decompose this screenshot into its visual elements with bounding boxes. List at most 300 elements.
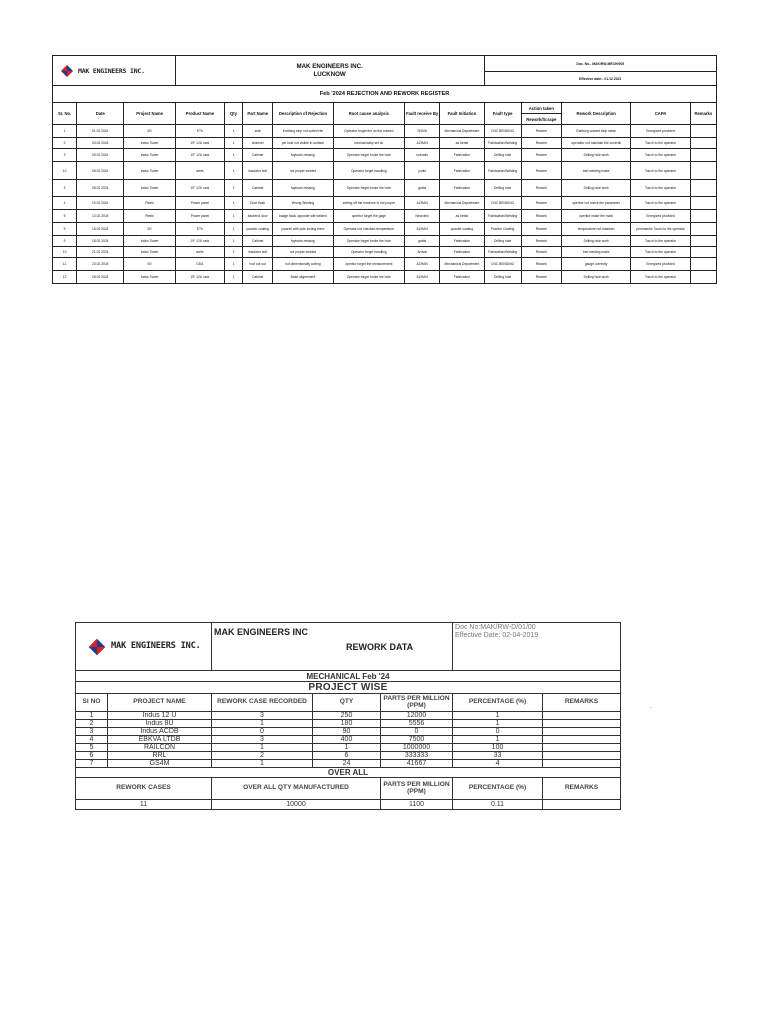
rework-cell-remarks xyxy=(543,728,621,736)
rework-cell-sl: 2 xyxy=(76,720,108,728)
register-cell-capa: Touch to the operator xyxy=(631,162,690,180)
register-cell-qty: 1 xyxy=(225,138,243,149)
register-cell-part: insulator bolt xyxy=(243,247,273,258)
rework-data-table xyxy=(75,622,621,810)
register-cell-sr: 2 xyxy=(53,138,77,149)
register-cell-capa: Touch to the operator xyxy=(631,138,690,149)
register-cell-root: setting off the machine is not proper xyxy=(333,197,404,210)
rw-col-sl-no: Sl NO xyxy=(76,694,108,712)
register-row xyxy=(53,180,717,197)
register-cell-action: Rework xyxy=(521,197,561,210)
register-cell-root: Operator forget broke the hole xyxy=(333,180,404,197)
register-cell-desc: Base alignement xyxy=(273,271,333,284)
register-cell-remarks xyxy=(690,138,716,149)
register-company-name: MAK ENGINEERS INC. xyxy=(296,62,363,70)
register-cell-product: 19" 12U rack xyxy=(175,236,224,247)
register-cell-project: Indus Tower xyxy=(124,247,175,258)
rework-company-name: MAK ENGINEERS INC xyxy=(214,627,309,637)
register-cell-qty: 1 xyxy=(225,125,243,138)
register-cell-type: CNC BENDING xyxy=(484,258,521,271)
rework-logo xyxy=(76,623,212,671)
register-row xyxy=(53,149,717,162)
rework-cell-sl: 1 xyxy=(76,712,108,720)
register-cell-desc: powrell with pole incling them xyxy=(273,223,333,236)
register-cell-qty: 1 xyxy=(225,247,243,258)
register-cell-by: Arrival xyxy=(405,247,440,258)
register-cell-date: 18.02.2024 xyxy=(77,236,124,247)
register-cell-remarks xyxy=(690,125,716,138)
register-cell-sr: 9 xyxy=(53,223,77,236)
rework-cell-sl: 5 xyxy=(76,744,108,752)
rework-cell-cases: 3 xyxy=(212,736,313,744)
rework-cell-ppm: 41667 xyxy=(381,760,453,768)
register-cell-type: Drilling hole xyxy=(484,149,521,162)
register-cell-init: Mechanical Department xyxy=(440,258,484,271)
register-cell-action: Rework xyxy=(521,138,561,149)
register-title: Feb '2024 REJECTION AND REWORK REGISTER xyxy=(53,86,717,103)
register-cell-date: 03.02.2024 xyxy=(77,138,124,149)
rework-cell-cases: 1 xyxy=(212,720,313,728)
register-cell-init: Mechanical Department xyxy=(440,125,484,138)
register-cell-init: powder coating xyxy=(440,223,484,236)
register-cell-part: Door flash xyxy=(243,197,273,210)
rw-overall-percentage: 0.11 xyxy=(453,800,543,810)
register-row xyxy=(53,138,717,149)
register-cell-desc: not proper welded xyxy=(273,162,333,180)
register-logo xyxy=(53,56,176,86)
register-cell-project: IEI xyxy=(124,223,175,236)
register-cell-sr: 3 xyxy=(53,180,77,197)
rework-cell-remarks xyxy=(543,720,621,728)
register-cell-project: Indus Tower xyxy=(124,271,175,284)
register-cell-qty: 1 xyxy=(225,210,243,223)
register-cell-product: Power panel xyxy=(175,210,224,223)
register-cell-root: Operator forget broke the hole xyxy=(333,236,404,247)
register-cell-date: 28.02.2024 xyxy=(77,271,124,284)
register-cell-remarks xyxy=(690,149,716,162)
rework-cell-qty: 1 xyxy=(313,744,381,752)
register-cell-by: AZHAN xyxy=(405,138,440,149)
rework-cell-qty: 250 xyxy=(313,712,381,720)
register-cell-date: 13.02.2024 xyxy=(77,210,124,223)
register-company-block xyxy=(175,56,484,86)
rework-cell-sl: 6 xyxy=(76,752,108,760)
register-cell-rework: operitor not check the parameter xyxy=(561,197,630,210)
col-fault-type: Fault type xyxy=(484,103,521,125)
rework-row xyxy=(76,760,621,768)
rw-col-cases: REWORK CASE RECORDED xyxy=(212,694,313,712)
register-cell-rework: gauge correctly xyxy=(561,258,630,271)
register-cell-rework: bed welding make xyxy=(561,162,630,180)
col-fault-initiation: Fault Initiation xyxy=(440,103,484,125)
register-cell-root: Operator forget the do the cutwed xyxy=(333,125,404,138)
register-cell-sr: 10 xyxy=(53,247,77,258)
rework-cell-pct: 33 xyxy=(453,752,543,760)
rework-effective-date: Effective Date: 02-04-2019 xyxy=(455,631,539,639)
register-cell-action: Rework xyxy=(521,223,561,236)
register-cell-root: Operator forget handling xyxy=(333,247,404,258)
register-cell-product: 19" 12U rack xyxy=(175,138,224,149)
rework-cell-remarks xyxy=(543,752,621,760)
rework-cell-pct: 1 xyxy=(453,720,543,728)
register-cell-type: Fabrication/Welding xyxy=(484,210,521,223)
register-cell-sr: 4 xyxy=(53,197,77,210)
register-cell-root: Operator forget broke the hole xyxy=(333,149,404,162)
register-row xyxy=(53,197,717,210)
register-cell-part: channel xyxy=(243,138,273,149)
rework-cell-ppm: 5556 xyxy=(381,720,453,728)
register-cell-type: CNC BENDING xyxy=(484,197,521,210)
register-cell-capa: Touch to the operator xyxy=(631,271,690,284)
register-cell-init: Fabrication xyxy=(440,247,484,258)
register-cell-project: Reeki xyxy=(124,210,175,223)
register-cell-root: Operator not checked temperature xyxy=(333,223,404,236)
register-cell-part: side xyxy=(243,125,273,138)
register-cell-product: DDA xyxy=(175,258,224,271)
rework-subsection: PROJECT WISE xyxy=(76,682,621,694)
col-remarks: Remarks xyxy=(690,103,716,125)
rework-cell-cases: 0 xyxy=(212,728,313,736)
register-cell-rework: bed welding make xyxy=(561,247,630,258)
register-cell-desc: faytouts missing xyxy=(273,149,333,162)
register-cell-action: Rework xyxy=(521,271,561,284)
col-part-name: Part Name xyxy=(243,103,273,125)
register-cell-date: 21.02.2024 xyxy=(77,247,124,258)
register-cell-qty: 1 xyxy=(225,258,243,271)
register-row xyxy=(53,125,717,138)
register-cell-qty: 1 xyxy=(225,197,243,210)
register-cell-product: ETh xyxy=(175,125,224,138)
rework-cell-cases: 1 xyxy=(212,744,313,752)
rework-cell-qty: 400 xyxy=(313,736,381,744)
rework-cell-pct: 0 xyxy=(453,728,543,736)
rework-row xyxy=(76,712,621,720)
rework-row xyxy=(76,720,621,728)
register-cell-product: 19" 12U rack xyxy=(175,149,224,162)
register-cell-init: Fabrication xyxy=(440,180,484,197)
register-cell-remarks xyxy=(690,271,716,284)
register-cell-type: Drilling hole xyxy=(484,180,521,197)
company-logo-icon xyxy=(59,64,75,78)
rw-col-project: PROJECT NAME xyxy=(108,694,212,712)
register-cell-project: Indus Tower xyxy=(124,138,175,149)
col-root-cause: Root cause analysis xyxy=(333,103,404,125)
register-cell-root: operitor forget the measurement xyxy=(333,258,404,271)
rework-cell-ppm: 1000000 xyxy=(381,744,453,752)
rework-cell-ppm: 333333 xyxy=(381,752,453,760)
register-cell-project: Indus Tower xyxy=(124,180,175,197)
register-cell-desc: pei hole not visible in surface xyxy=(273,138,333,149)
register-cell-part: powder coating xyxy=(243,223,273,236)
register-cell-sr: 1 xyxy=(53,125,77,138)
register-cell-product: 19" 12U rack xyxy=(175,180,224,197)
rw-overall-col-percentage: PERCENTAGE (%) xyxy=(453,778,543,800)
register-cell-sr: 10 xyxy=(53,162,77,180)
register-cell-capa: Touch to the operator xyxy=(631,149,690,162)
register-cell-rework: operaitor not maintain the covernli xyxy=(561,138,630,149)
register-cell-type: CNC BENDING xyxy=(484,125,521,138)
rework-cell-ppm: 0 xyxy=(381,728,453,736)
register-effective-date: Effective date:- 01.12.2021 xyxy=(484,72,716,86)
register-cell-desc: Earthing strip not cutted rite xyxy=(273,125,333,138)
rework-cell-project: RRL xyxy=(108,752,212,760)
register-row xyxy=(53,210,717,223)
register-cell-action: Rework xyxy=(521,258,561,271)
register-cell-date: 05.02.2024 xyxy=(77,149,124,162)
rework-cell-remarks xyxy=(543,760,621,768)
register-cell-project: IEI xyxy=(124,258,175,271)
register-row xyxy=(53,236,717,247)
register-cell-capa: Energized provided xyxy=(631,258,690,271)
rw-overall-remarks xyxy=(543,800,621,810)
register-cell-capa: pemmaxfor Touch to the operator xyxy=(631,223,690,236)
rework-cell-sl: 4 xyxy=(76,736,108,744)
register-cell-sr: 12 xyxy=(53,271,77,284)
col-sr-no: Sr. No. xyxy=(53,103,77,125)
register-cell-by: AZHAN xyxy=(405,223,440,236)
register-cell-type: Fabrication/Welding xyxy=(484,138,521,149)
rework-cell-qty: 90 xyxy=(313,728,381,736)
rw-overall-col-qty: OVER ALL QTY MANUFACTURED xyxy=(212,778,381,800)
register-logo-text: MAK ENGINEERS INC. xyxy=(78,66,145,75)
register-doc-no: Doc. No.- MAK/RW-MECH/005 xyxy=(484,56,716,72)
register-cell-capa: Touch to the operator xyxy=(631,236,690,247)
rework-row xyxy=(76,736,621,744)
rw-overall-ppm: 1100 xyxy=(381,800,453,810)
register-cell-init: Mechanical Department xyxy=(440,197,484,210)
rework-cell-pct: 100 xyxy=(453,744,543,752)
register-cell-remarks xyxy=(690,210,716,223)
col-description: Description of Rejection xyxy=(273,103,333,125)
register-row xyxy=(53,247,717,258)
col-rework-description: Rework Description xyxy=(561,103,630,125)
register-cell-qty: 1 xyxy=(225,236,243,247)
rw-overall-cases: 11 xyxy=(76,800,212,810)
register-cell-project: Indus Tower xyxy=(124,162,175,180)
register-cell-rework: temperature not maintain xyxy=(561,223,630,236)
register-cell-part: Cabinet xyxy=(243,271,273,284)
rw-overall-col-ppm: PARTS PER MILLION (PPM) xyxy=(381,778,453,800)
register-cell-date: 23.02.2024 xyxy=(77,258,124,271)
rw-overall-col-remarks: REMARKS xyxy=(543,778,621,800)
rw-col-qty: QTY xyxy=(313,694,381,712)
rework-row xyxy=(76,728,621,736)
register-cell-action: Rework xyxy=(521,162,561,180)
register-cell-product: ETh xyxy=(175,223,224,236)
register-cell-type: Powder Coating xyxy=(484,223,521,236)
register-cell-by: SHIVA xyxy=(405,125,440,138)
register-row xyxy=(53,223,717,236)
col-action-taken: Action taken xyxy=(521,103,561,114)
register-cell-rework: Drilling hole work xyxy=(561,180,630,197)
register-cell-desc: badge back opposite site welded xyxy=(273,210,333,223)
rework-cell-sl: 3 xyxy=(76,728,108,736)
register-cell-desc: faytouts missing xyxy=(273,180,333,197)
rework-cell-cases: 3 xyxy=(212,712,313,720)
col-capa: CAPA xyxy=(631,103,690,125)
register-cell-by: AZHAN xyxy=(405,197,440,210)
register-cell-date: 10.02.2024 xyxy=(77,197,124,210)
rework-doc-block xyxy=(453,623,621,671)
register-cell-qty: 1 xyxy=(225,180,243,197)
register-cell-init: Fabrication xyxy=(440,271,484,284)
rework-cell-project: GS4M xyxy=(108,760,212,768)
rework-overall-label: OVER ALL xyxy=(76,768,621,778)
register-cell-desc: not dimentionally cutting xyxy=(273,258,333,271)
register-cell-capa: Energized provided xyxy=(631,125,690,138)
stray-mark: . xyxy=(650,704,652,710)
register-cell-project: Indus Tower xyxy=(124,236,175,247)
rework-cell-project: Indus ACDB xyxy=(108,728,212,736)
rework-doc-no: Doc No:MAK/RW-D/01/00 xyxy=(455,624,536,631)
register-cell-desc: Wrong Welding xyxy=(273,197,333,210)
rework-cell-remarks xyxy=(543,744,621,752)
register-cell-action: Rework xyxy=(521,210,561,223)
rework-title: REWORK DATA xyxy=(346,642,414,652)
register-cell-init: Fabrication xyxy=(440,236,484,247)
register-cell-init: Fabrication xyxy=(440,162,484,180)
register-cell-date: 16.02.2024 xyxy=(77,223,124,236)
rework-cell-qty: 24 xyxy=(313,760,381,768)
register-cell-type: Drilling hole xyxy=(484,236,521,247)
register-cell-root: mechanically set ok xyxy=(333,138,404,149)
rework-cell-ppm: 7500 xyxy=(381,736,453,744)
register-cell-action: Rework xyxy=(521,247,561,258)
register-cell-sr: 3 xyxy=(53,149,77,162)
rework-logo-text: MAK ENGINEERS INC. xyxy=(111,641,201,651)
register-row xyxy=(53,258,717,271)
rework-cell-project: RAILCON xyxy=(108,744,212,752)
register-cell-remarks xyxy=(690,236,716,247)
col-date: Date xyxy=(77,103,124,125)
register-cell-rework: Drilling hole work xyxy=(561,271,630,284)
register-cell-by: gratis xyxy=(405,236,440,247)
register-cell-remarks xyxy=(690,223,716,236)
rework-cell-ppm: 12000 xyxy=(381,712,453,720)
col-project-name: Project Name xyxy=(124,103,175,125)
register-row xyxy=(53,162,717,180)
rework-cell-pct: 4 xyxy=(453,760,543,768)
col-product-name: Product Name xyxy=(175,103,224,125)
register-cell-init: as berial xyxy=(440,138,484,149)
register-cell-part: Cabinet xyxy=(243,149,273,162)
rework-cell-pct: 1 xyxy=(453,736,543,744)
register-cell-sr: 9 xyxy=(53,236,77,247)
register-cell-root: operitor forget the gage xyxy=(333,210,404,223)
register-cell-type: Fabrication/Welding xyxy=(484,162,521,180)
register-cell-project: Reeki xyxy=(124,197,175,210)
col-qty: Qty xyxy=(225,103,243,125)
register-cell-remarks xyxy=(690,247,716,258)
rw-overall-qty: 10000 xyxy=(212,800,381,810)
register-cell-rework: Drilling hole work xyxy=(561,149,630,162)
register-cell-project: IEI xyxy=(124,125,175,138)
rw-col-ppm: PARTS PER MILLION (PPM) xyxy=(381,694,453,712)
register-city: LUCKNOW xyxy=(313,70,346,78)
rw-col-percentage: PERCENTAGE (%) xyxy=(453,694,543,712)
register-cell-product: arefs xyxy=(175,162,224,180)
rework-section: MECHANICAL Feb '24 xyxy=(76,671,621,682)
register-cell-action: Rework xyxy=(521,180,561,197)
register-cell-capa: Touch to the operator xyxy=(631,180,690,197)
register-cell-sr: 5 xyxy=(53,210,77,223)
register-cell-remarks xyxy=(690,197,716,210)
register-cell-remarks xyxy=(690,258,716,271)
register-cell-date: 01.02.2024 xyxy=(77,125,124,138)
register-cell-init: as berial xyxy=(440,210,484,223)
register-cell-by: AZHAN xyxy=(405,258,440,271)
register-cell-date: 08.02.2024 xyxy=(77,180,124,197)
register-cell-qty: 1 xyxy=(225,149,243,162)
register-cell-root: Operator forget broke the hole xyxy=(333,271,404,284)
register-cell-rework: Earthing cutwed strip seide xyxy=(561,125,630,138)
register-cell-remarks xyxy=(690,162,716,180)
register-cell-part: Cabinet xyxy=(243,236,273,247)
rework-cell-pct: 1 xyxy=(453,712,543,720)
register-cell-part: insulator bolt xyxy=(243,162,273,180)
register-cell-capa: Energized provided xyxy=(631,210,690,223)
rework-cell-project: Indus 12 U xyxy=(108,712,212,720)
rework-cell-project: EBKVA LTDB xyxy=(108,736,212,744)
company-logo-icon xyxy=(86,637,108,657)
col-rework-scrape: Rework/Scrape xyxy=(521,114,561,125)
rework-cell-sl: 7 xyxy=(76,760,108,768)
rework-cell-project: Indus 8U xyxy=(108,720,212,728)
register-cell-root: Operator forget handling xyxy=(333,162,404,180)
register-cell-product: Power panel xyxy=(175,197,224,210)
register-cell-part: backend door xyxy=(243,210,273,223)
register-cell-init: Fabrication xyxy=(440,149,484,162)
register-cell-product: 19" 12U rack xyxy=(175,271,224,284)
register-cell-qty: 1 xyxy=(225,271,243,284)
register-cell-by: sotrudio xyxy=(405,149,440,162)
register-cell-capa: Touch to the operator xyxy=(631,197,690,210)
rework-cell-cases: 2 xyxy=(212,752,313,760)
rework-cell-cases: 1 xyxy=(212,760,313,768)
register-cell-project: Indus Tower xyxy=(124,149,175,162)
rework-cell-remarks xyxy=(543,736,621,744)
rework-cell-remarks xyxy=(543,712,621,720)
register-cell-by: AZHAN xyxy=(405,271,440,284)
register-cell-remarks xyxy=(690,180,716,197)
register-cell-product: arefs xyxy=(175,247,224,258)
register-cell-desc: faytouts missing xyxy=(273,236,333,247)
rw-col-remarks: REMARKS xyxy=(543,694,621,712)
register-cell-part: Cabinet xyxy=(243,180,273,197)
register-row xyxy=(53,271,717,284)
register-cell-rework: operitor make the mark xyxy=(561,210,630,223)
register-cell-by: junits xyxy=(405,162,440,180)
register-cell-sr: 11 xyxy=(53,258,77,271)
rework-cell-qty: 180 xyxy=(313,720,381,728)
rework-company-block xyxy=(212,623,453,671)
register-cell-capa: Touch to the operator xyxy=(631,247,690,258)
rework-row xyxy=(76,744,621,752)
register-cell-type: Fabrication/Welding xyxy=(484,247,521,258)
register-cell-qty: 1 xyxy=(225,162,243,180)
register-cell-date: 06.02.2024 xyxy=(77,162,124,180)
register-cell-part: roof cut out xyxy=(243,258,273,271)
rejection-rework-register xyxy=(52,55,717,284)
rw-overall-col-cases: REWORK CASES xyxy=(76,778,212,800)
rework-cell-qty: 6 xyxy=(313,752,381,760)
register-cell-qty: 1 xyxy=(225,223,243,236)
register-cell-type: Drilling hole xyxy=(484,271,521,284)
register-cell-rework: Drilling hole work xyxy=(561,236,630,247)
register-cell-action: Rework xyxy=(521,149,561,162)
col-fault-receive-by: Fault receive By xyxy=(405,103,440,125)
register-cell-desc: not proper welded xyxy=(273,247,333,258)
